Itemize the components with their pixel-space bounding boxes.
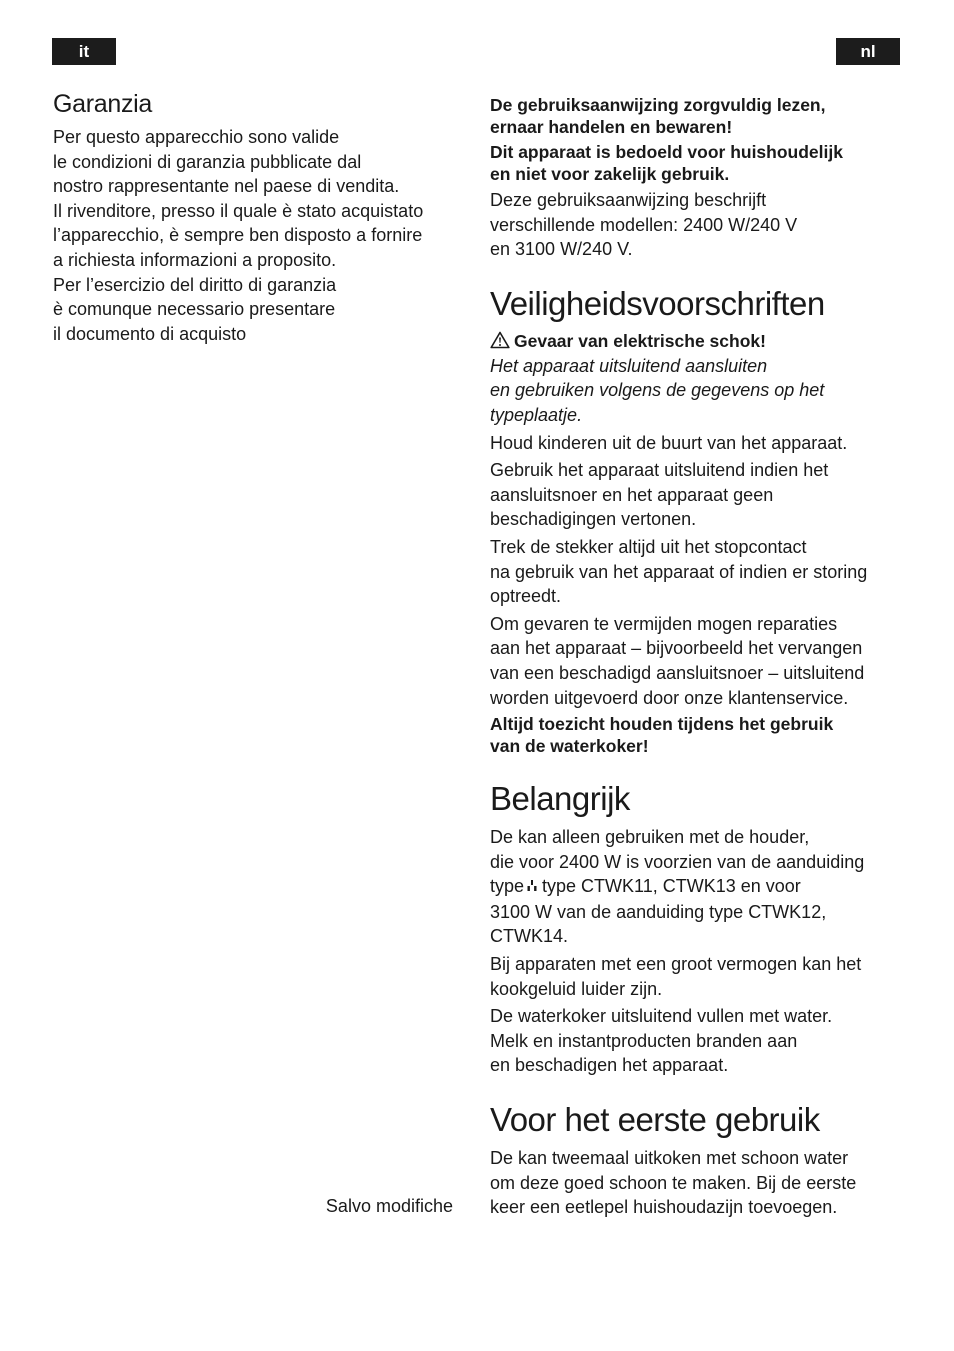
safety-bold: Altijd toezicht houden tijdens het gebruik van de waterkoker! bbox=[490, 714, 834, 757]
salvo-modifiche: Salvo modifiche bbox=[325, 1196, 453, 1216]
intro-text: Deze gebruiksaanwijzing beschrijft verschillende modellen: 2400 W/240 V en 3100 W/240 V. bbox=[490, 190, 798, 260]
right-column bbox=[490, 94, 910, 1220]
language-tag-nl: nl bbox=[836, 38, 900, 65]
intro-bold-2: Dit apparaat is bedoeld voor huishoudelijk en niet voor zakelijk gebruik. bbox=[490, 142, 843, 184]
safety-title: Veiligheidsvoorschriften bbox=[490, 284, 825, 322]
safety-italic: Het apparaat uitsluitend aansluiten en gebruiken volgens de gegevens op het typeplaatje. bbox=[490, 355, 825, 425]
first-use-title: Voor het eerste gebruik bbox=[490, 1101, 820, 1139]
important-p3: De waterkoker uitsluitend vullen met water. Melk en instantproducten branden aan en beschadigen het apparaat. bbox=[490, 1006, 833, 1076]
holder-type-icon bbox=[526, 875, 538, 900]
warning-triangle-icon bbox=[490, 331, 510, 354]
garanzia-text: Per questo apparecchio sono valide le condizioni di garanzia pubblicate dal nostro rappresentante nel paese di vendita. Il rivenditore, presso il quale è stato acquistato l’apparecchio, è sempre ben disposto a fornire a richiesta informazioni a proposito. Per l’esercizio del diritto di garanzia è comunque necessario presentare il documento di acquisto bbox=[53, 127, 424, 344]
language-tag-it: it bbox=[52, 38, 116, 65]
important-p1: De kan alleen gebruiken met de houder, die voor 2400 W is voorzien van de aanduiding type type CTWK11, CTWK13 en voor 3100 W van de aanduiding type CTWK12, CTWK14. bbox=[490, 827, 865, 947]
safety-p4: Om gevaren te vermijden mogen reparaties aan het apparaat – bijvoorbeeld het vervangen van een beschadigd aansluitsnoer – uitsluitend worden uitgevoerd door onze klantenservice. bbox=[490, 613, 865, 708]
intro-bold-1: De gebruiksaanwijzing zorgvuldig lezen, ernaar handelen en bewaren! bbox=[490, 95, 826, 137]
safety-warning: Gevaar van elektrische schok! bbox=[490, 330, 910, 354]
left-column bbox=[53, 90, 463, 346]
first-use-p1: De kan tweemaal uitkoken met schoon water om deze goed schoon te maken. Bij de eerste keer een eetlepel huishoudazijn toevoegen. bbox=[490, 1148, 857, 1218]
garanzia-heading: Garanzia bbox=[53, 90, 153, 118]
important-title: Belangrijk bbox=[490, 780, 630, 818]
safety-p2: Gebruik het apparaat uitsluitend indien het aansluitsnoer en het apparaat geen beschadigingen vertonen. bbox=[490, 460, 829, 530]
important-p2: Bij apparaten met een groot vermogen kan het kookgeluid luider zijn. bbox=[490, 954, 862, 999]
safety-p3: Trek de stekker altijd uit het stopcontact na gebruik van het apparaat of indien er storing optreedt. bbox=[490, 536, 868, 607]
safety-p1: Houd kinderen uit de buurt van het apparaat. bbox=[490, 432, 848, 453]
